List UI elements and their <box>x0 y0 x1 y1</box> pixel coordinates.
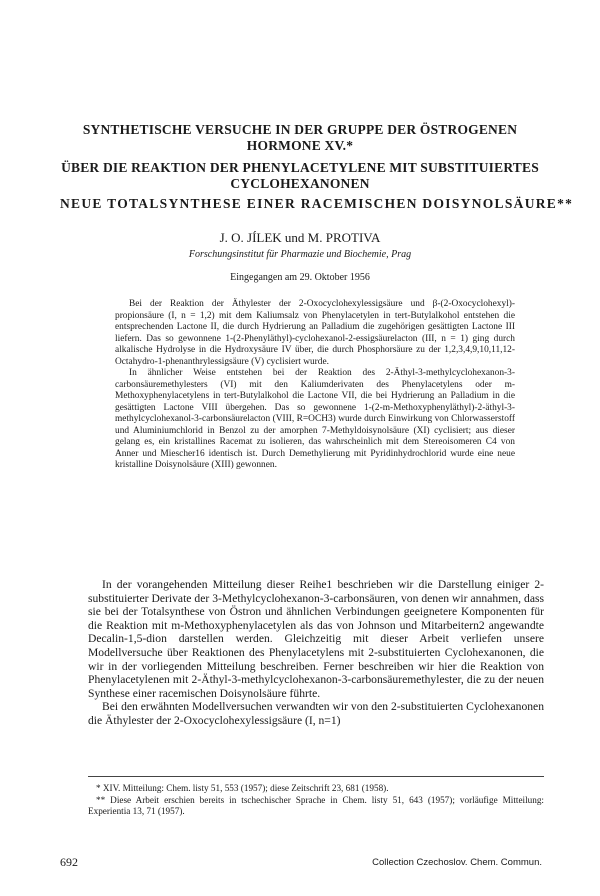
body-text <box>88 578 544 728</box>
footnotes <box>88 783 544 818</box>
footnote-1: * XIV. Mitteilung: Chem. listy 51, 553 (1957); diese Zeitschrift 23, 681 (1958). <box>96 783 389 793</box>
body-paragraph-1: In der vorangehenden Mitteilung dieser Reihe1 beschrieben wir die Darstellung einiger 2-substituierter Derivate der 3-Methylcyclohexanon-3-carbonsäuren, von denen wir annahmen, dass sie bei der Totalsynthese von Östron und ähnlichen Verbindungen geeignetere Komponenten für die Reaktion mit m-Methoxyphenylacetylen als das von Johnson und Mitarbeitern2 angewandte Decalin-1,5-dion darstellen werden. Gleichzeitig mit dieser Arbeit verliefen unsere Modellversuche über Reaktionen des Phenylacetylens mit 2-substituierten Cyclohexanonen, die wir in der vorliegenden Mitteilung beschreiben. Ferner beschreiben wir hier die Reaktion von Phenylacetylenen mit 2-Äthyl-3-methylcyclohexanon-3-carbonsäuremethylester, die zu der neuen Synthese einer racemischen Doisynolsäure führte. <box>88 578 544 700</box>
title-line-1: SYNTHETISCHE VERSUCHE IN DER GRUPPE DER ÖSTROGENEN <box>82 122 518 137</box>
affiliation: Forschungsinstitut für Pharmazie und Biochemie, Prag <box>188 249 412 260</box>
page-number: 692 <box>60 855 78 869</box>
abstract <box>115 299 515 472</box>
body-paragraph-2: Bei den erwähnten Modellversuchen verwandten wir von den 2-substituierten Cyclohexanonen die Äthylester der 2-Oxocyclohexylessigsäure (I, n=1) <box>88 700 544 727</box>
footnote-2: ** Diese Arbeit erschien bereits in tschechischer Sprache in Chem. listy 51, 643 (1957); vorläufige Mitteilung: Experientia 13, 71 (1957). <box>88 794 544 816</box>
subtitle-line-1: ÜBER DIE REAKTION DER PHENYLACETYLENE MIT SUBSTITUIERTES <box>61 160 539 175</box>
abstract-paragraph-1: Bei der Reaktion der Äthylester der 2-Oxocyclohexylessigsäure und β-(2-Oxocyclohexyl)-propionsäure (I, n = 1,2) mit dem Kaliumsalz von Phenylacetylen in tert-Butylalkohol entstehen die entsprechenden Lactone II, die durch Hydrierung an Palladium die zugehörigen gesättigten Lactone III liefern. Das so gewonnene 1-(2-Phenyläthyl)-cyclohexanol-2-essigsäurelacton (III, n = 1) ging durch alkalische Hydrolyse in die Hydroxysäure IV über, die durch Phosphorsäure zu der 1,2,3,4,9,10,11,12-Octahydro-1-phenanthrylessigsäure (V) cyclisiert wurde. <box>115 299 515 367</box>
title-line-2: HORMONE XV.* <box>246 138 354 153</box>
authors: J. O. JÍLEK und M. PROTIVA <box>219 230 381 245</box>
footnote-divider <box>88 776 544 777</box>
abstract-paragraph-2: In ähnlicher Weise entstehen bei der Reaktion des 2-Äthyl-3-methylcyclohexanon-3-carbonsäuremethylesters (VI) mit den Kaliumderivaten des Phenylacetylens oder m-Methoxyphenylacetylens in tert-Butylalkohol die Lactone VII, die bei Hydrierung an Palladium in die gesättigten Lactone VIII übergehen. Das so gewonnene 1-(2-m-Methoxyphenyläthyl)-2-äthyl-3-methylcyclohexanol-3-carbonsäurelacton (VIII, R=OCH3) wurde durch Einwirkung von Chlorwasserstoff und Aluminiumchlorid in Benzol zu der amorphen 7-Methyldoisynolsäure (XI) cyclisiert; aus dieser gelang es, ein kristallines Racemat zu isolieren, das wahrscheinlich mit dem Stereoisomeren C4 von Anner und Miescher16 identisch ist. Durch Demethylierung mit Pyridinhydrochlorid wurde eine neue kristalline Doisynolsäure (XIII) gewonnen. <box>115 368 515 470</box>
journal-name: Collection Czechoslov. Chem. Commun. <box>372 857 542 868</box>
subtitle-line-3: NEUE TOTALSYNTHESE EINER RACEMISCHEN DOISYNOLSÄURE** <box>60 196 574 211</box>
subtitle-line-2: CYCLOHEXANONEN <box>230 176 370 191</box>
received-date: Eingegangen am 29. Oktober 1956 <box>230 272 370 283</box>
